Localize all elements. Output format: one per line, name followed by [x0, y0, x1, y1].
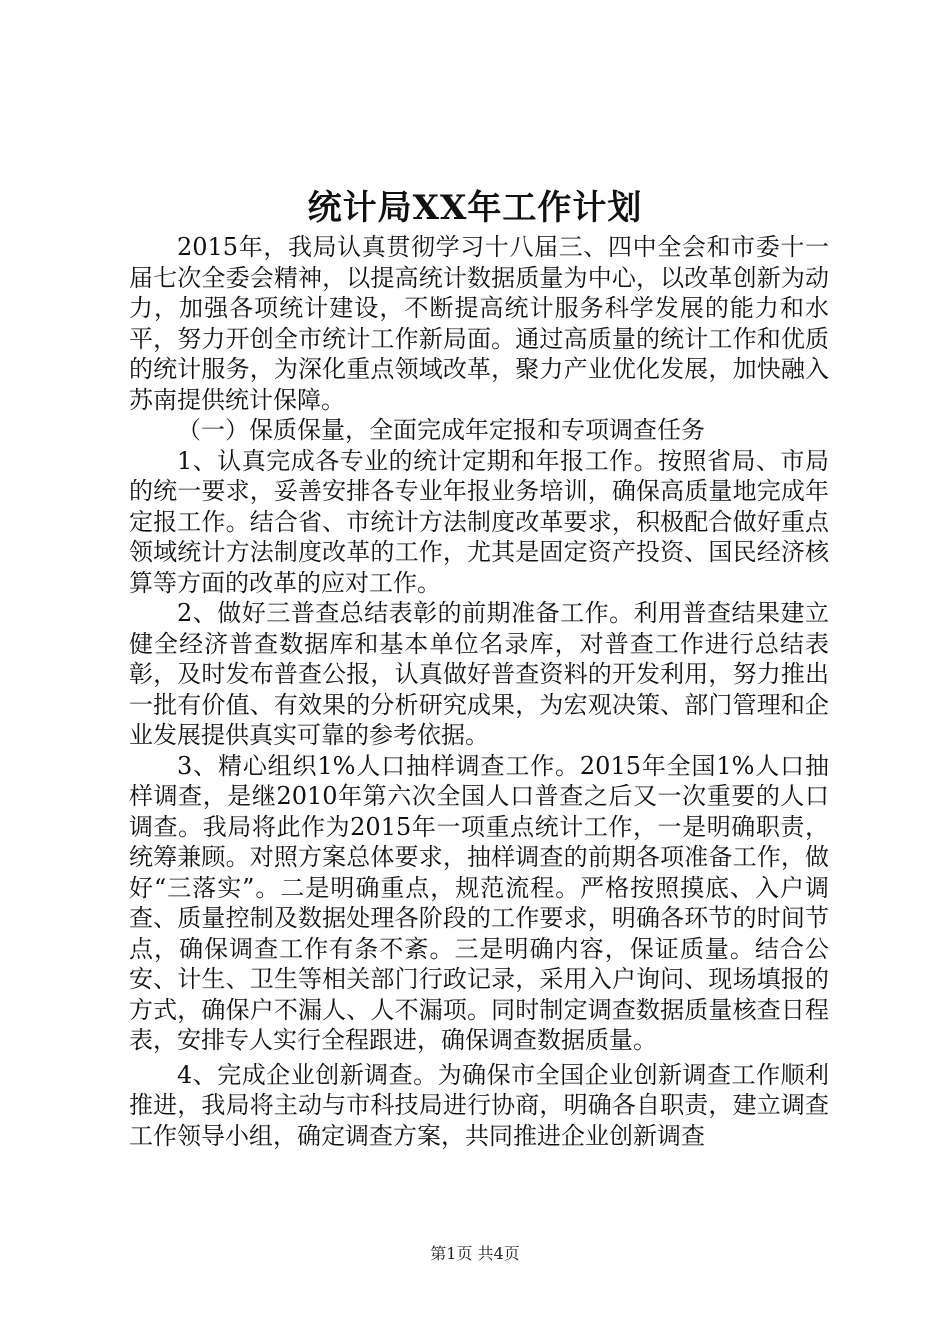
page-number-footer: 第1页 共4页	[430, 1244, 520, 1263]
paragraph-item-2: 2、做好三普查总结表彰的前期准备工作。利用普查结果建立健全经济普查数据库和基本单位名录库，对普查工作进行总结表彰，及时发布普查公报，认真做好普查资料的开发利用，努力推出一批有价值、有效果的分析研究成果，为宏观决策、部门管理和企业发展提供真实可靠的参考依据。	[129, 599, 829, 749]
section-heading: （一）保质保量，全面完成年定报和专项调查任务	[177, 416, 705, 444]
paragraph-item-1: 1、认真完成各专业的统计定期和年报工作。按照省局、市局的统一要求，妥善安排各专业年报业务培训，确保高质量地完成年定报工作。结合省、市统计方法制度改革要求，积极配合做好重点领域统计方法制度改革的工作，尤其是固定资产投资、国民经济核算等方面的改革的应对工作。	[129, 446, 829, 597]
document-title: 统计局XX年工作计划	[307, 188, 643, 228]
paragraph-intro: 2015年，我局认真贯彻学习十八届三、四中全会和市委十一届七次全委会精神，以提高统计数据质量为中心，以改革创新为动力，加强各项统计建设，不断提高统计服务科学发展的能力和水平，努力开创全市统计工作新局面。通过高质量的统计工作和优质的统计服务，为深化重点领域改革，聚力产业优化发展，加快融入苏南提供统计保障。	[129, 233, 829, 414]
document-body	[129, 232, 829, 1151]
paragraph-item-3: 3、精心组织1%人口抽样调查工作。2015年全国1%人口抽样调查，是继2010年第六次全国人口普查之后又一次重要的人口调查。我局将此作为2015年一项重点统计工作，一是明确职责，统筹兼顾。对照方案总体要求，抽样调查的前期各项准备工作，做好“三落实”。二是明确重点，规范流程。严格按照摸底、入户调查、质量控制及数据处理各阶段的工作要求，明确各环节的时间节点，确保调查工作有条不紊。三是明确内容，保证质量。结合公安、计生、卫生等相关部门行政记录，采用入户询问、现场填报的方式，确保户不漏人、人不漏项。同时制定调查数据质量核查日程表，安排专人实行全程跟进，确保调查数据质量。	[129, 751, 829, 1054]
paragraph-item-4: 4、完成企业创新调查。为确保市全国企业创新调查工作顺利推进，我局将主动与市科技局进行协商，明确各自职责，建立调查工作领导小组，确定调查方案，共同推进企业创新调查	[129, 1060, 829, 1150]
